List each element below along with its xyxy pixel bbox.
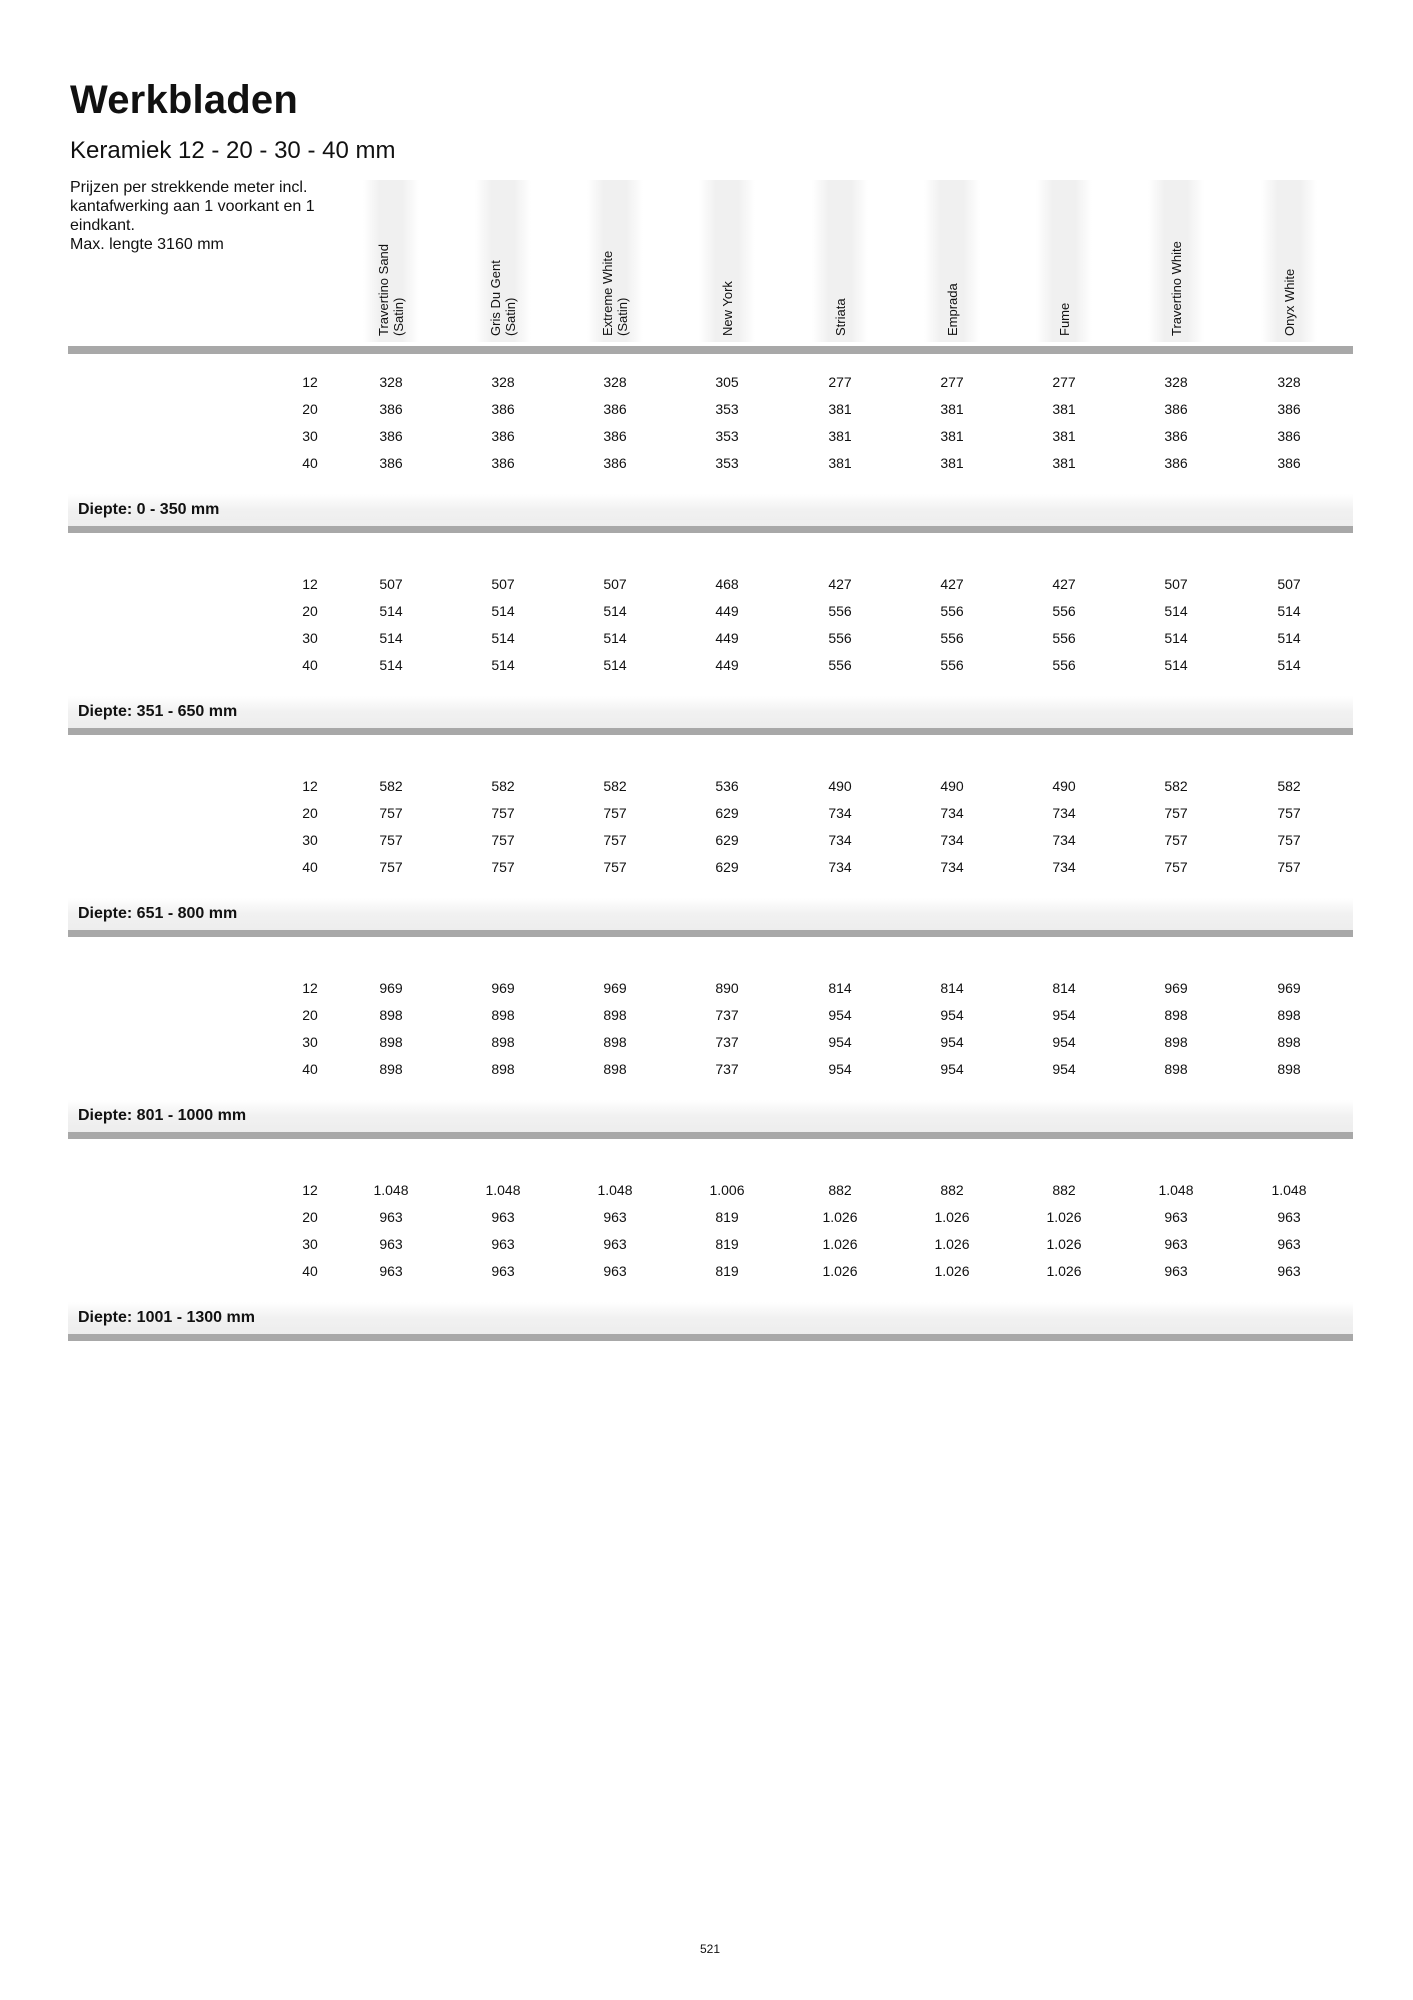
price-cell: 734: [940, 832, 964, 848]
price-cell: 734: [1052, 859, 1076, 875]
price-cell: 737: [715, 1034, 739, 1050]
thickness-cell: 12: [302, 374, 318, 390]
description-line: Prijzen per strekkende meter incl.: [70, 179, 308, 196]
column-header-line: Extreme White: [600, 250, 615, 336]
page-subtitle: Keramiek 12 - 20 - 30 - 40 mm: [70, 137, 396, 164]
price-cell: 814: [1052, 980, 1076, 996]
price-cell: 556: [828, 630, 852, 646]
price-cell: 449: [715, 603, 739, 619]
table-row: [68, 1236, 1353, 1263]
column-header-line: Emprada: [944, 283, 960, 336]
price-cell: 507: [1277, 576, 1301, 592]
thickness-cell: 12: [302, 1182, 318, 1198]
price-cell: 963: [1277, 1263, 1301, 1279]
column-header-line: Onyx White: [1281, 268, 1297, 336]
price-cell: 582: [1164, 778, 1188, 794]
price-cell: 1.026: [934, 1263, 970, 1279]
depth-label: Diepte: 1001 - 1300 mm: [78, 1309, 255, 1326]
table-row: [68, 455, 1353, 482]
price-cell: 734: [1052, 832, 1076, 848]
table-row: [68, 428, 1353, 455]
price-cell: 328: [603, 374, 627, 390]
price-cell: 514: [491, 630, 515, 646]
price-cell: 507: [603, 576, 627, 592]
price-cell: 490: [940, 778, 964, 794]
table-row: [68, 980, 1353, 1007]
thickness-cell: 12: [302, 980, 318, 996]
price-cell: 386: [1164, 428, 1188, 444]
thickness-cell: 20: [302, 805, 318, 821]
depth-section: [68, 972, 1353, 1174]
price-cell: 386: [379, 455, 403, 471]
price-cell: 514: [1164, 657, 1188, 673]
thickness-cell: 30: [302, 428, 318, 444]
thickness-cell: 12: [302, 576, 318, 592]
price-cell: 890: [715, 980, 739, 996]
table-row: [68, 630, 1353, 657]
table-row: [68, 1034, 1353, 1061]
column-header-label: [1282, 269, 1297, 336]
price-cell: 386: [603, 428, 627, 444]
price-cell: 507: [379, 576, 403, 592]
price-cell: 963: [1277, 1209, 1301, 1225]
depth-label: Diepte: 651 - 800 mm: [78, 905, 238, 922]
thickness-cell: 30: [302, 1034, 318, 1050]
thickness-cell: 20: [302, 1209, 318, 1225]
price-cell: 898: [1164, 1007, 1188, 1023]
price-cell: 582: [491, 778, 515, 794]
price-cell: 353: [715, 401, 739, 417]
price-cell: 582: [603, 778, 627, 794]
price-cell: 898: [379, 1007, 403, 1023]
price-cell: 882: [1052, 1182, 1076, 1198]
column-header: [812, 180, 868, 342]
price-cell: 814: [828, 980, 852, 996]
price-cell: 737: [715, 1007, 739, 1023]
price-cell: 1.026: [822, 1209, 858, 1225]
price-cell: 814: [940, 980, 964, 996]
price-cell: 819: [715, 1209, 739, 1225]
column-header-line: Striata: [832, 298, 848, 336]
page-title: Werkbladen: [70, 78, 298, 122]
price-cell: 963: [603, 1209, 627, 1225]
price-cell: 514: [1277, 630, 1301, 646]
price-cell: 898: [379, 1034, 403, 1050]
price-cell: 898: [1277, 1034, 1301, 1050]
price-cell: 757: [491, 805, 515, 821]
thickness-cell: 40: [302, 1263, 318, 1279]
price-cell: 1.026: [1046, 1236, 1082, 1252]
price-cell: 1.048: [597, 1182, 633, 1198]
price-cell: 514: [1277, 603, 1301, 619]
price-cell: 381: [940, 455, 964, 471]
section-divider: [68, 526, 1353, 533]
price-cell: 963: [379, 1209, 403, 1225]
price-cell: 954: [940, 1061, 964, 1077]
price-cell: 757: [379, 805, 403, 821]
table-row: [68, 832, 1353, 859]
price-cell: 757: [379, 859, 403, 875]
price-cell: 468: [715, 576, 739, 592]
price-cell: 969: [1277, 980, 1301, 996]
table-row: [68, 1061, 1353, 1088]
section-divider: [68, 930, 1353, 937]
column-header-line: (Satin): [615, 297, 630, 336]
price-cell: 582: [1277, 778, 1301, 794]
price-cell: 490: [828, 778, 852, 794]
price-cell: 757: [491, 832, 515, 848]
price-cell: 386: [1277, 455, 1301, 471]
table-row: [68, 1263, 1353, 1290]
price-cell: 963: [491, 1236, 515, 1252]
price-cell: 386: [491, 455, 515, 471]
thickness-cell: 12: [302, 778, 318, 794]
depth-section: [68, 1174, 1353, 1376]
column-header-label: [376, 244, 406, 336]
column-header-line: (Satin): [503, 297, 518, 336]
price-cell: 556: [940, 630, 964, 646]
price-cell: 514: [379, 657, 403, 673]
price-cell: 898: [603, 1061, 627, 1077]
price-cell: 898: [379, 1061, 403, 1077]
price-cell: 954: [940, 1007, 964, 1023]
price-cell: 954: [828, 1061, 852, 1077]
price-cell: 386: [1277, 428, 1301, 444]
price-cell: 757: [1277, 859, 1301, 875]
price-cell: 381: [1052, 455, 1076, 471]
price-cell: 898: [1277, 1061, 1301, 1077]
price-cell: 757: [1277, 832, 1301, 848]
column-header: [699, 180, 755, 342]
price-cell: 328: [1277, 374, 1301, 390]
thickness-cell: 20: [302, 1007, 318, 1023]
description-line: Max. lengte 3160 mm: [70, 236, 224, 253]
thickness-cell: 40: [302, 859, 318, 875]
thickness-cell: 30: [302, 832, 318, 848]
price-cell: 490: [1052, 778, 1076, 794]
price-cell: 757: [1164, 859, 1188, 875]
price-cell: 969: [1164, 980, 1188, 996]
table-row: [68, 1182, 1353, 1209]
price-cell: 819: [715, 1263, 739, 1279]
price-cell: 514: [603, 657, 627, 673]
price-cell: 963: [491, 1209, 515, 1225]
depth-label-band: [68, 494, 1353, 526]
depth-label: Diepte: 351 - 650 mm: [78, 703, 238, 720]
price-cell: 556: [828, 603, 852, 619]
price-cell: 556: [940, 603, 964, 619]
price-description: [70, 178, 360, 254]
price-cell: 629: [715, 805, 739, 821]
price-cell: 449: [715, 657, 739, 673]
column-header-line: Travertino White: [1168, 241, 1184, 336]
price-cell: 328: [1164, 374, 1188, 390]
price-cell: 1.006: [709, 1182, 745, 1198]
table-row: [68, 576, 1353, 603]
column-header-label: [1057, 303, 1072, 336]
price-cell: 427: [940, 576, 964, 592]
price-cell: 898: [491, 1034, 515, 1050]
column-header-line: Fume: [1056, 302, 1072, 336]
price-cell: 734: [828, 832, 852, 848]
price-cell: 386: [603, 455, 627, 471]
description-line: eindkant.: [70, 217, 135, 234]
price-cell: 386: [1277, 401, 1301, 417]
depth-label-band: [68, 1100, 1353, 1132]
column-header: [475, 180, 531, 342]
price-cell: 882: [828, 1182, 852, 1198]
price-cell: 514: [491, 657, 515, 673]
price-cell: 1.026: [934, 1236, 970, 1252]
price-cell: 737: [715, 1061, 739, 1077]
price-cell: 514: [1277, 657, 1301, 673]
price-cell: 954: [940, 1034, 964, 1050]
column-header: [363, 180, 419, 342]
price-cell: 556: [1052, 630, 1076, 646]
price-cell: 963: [379, 1263, 403, 1279]
price-cell: 507: [1164, 576, 1188, 592]
price-cell: 386: [491, 428, 515, 444]
column-header: [1036, 180, 1092, 342]
price-cell: 954: [1052, 1061, 1076, 1077]
price-cell: 386: [379, 401, 403, 417]
price-cell: 449: [715, 630, 739, 646]
price-cell: 963: [379, 1236, 403, 1252]
table-row: [68, 1007, 1353, 1034]
column-header: [1148, 180, 1204, 342]
price-cell: 954: [1052, 1007, 1076, 1023]
price-cell: 969: [603, 980, 627, 996]
depth-label-band: [68, 898, 1353, 930]
column-header: [924, 180, 980, 342]
price-cell: 386: [603, 401, 627, 417]
price-cell: 898: [491, 1061, 515, 1077]
price-cell: 969: [491, 980, 515, 996]
price-cell: 882: [940, 1182, 964, 1198]
price-cell: 629: [715, 832, 739, 848]
price-cell: 427: [1052, 576, 1076, 592]
depth-section: [68, 568, 1353, 770]
price-cell: 1.026: [1046, 1209, 1082, 1225]
column-header-line: (Satin): [391, 297, 406, 336]
price-cell: 757: [1164, 805, 1188, 821]
price-cell: 514: [603, 603, 627, 619]
price-cell: 556: [828, 657, 852, 673]
header-divider: [68, 346, 1353, 354]
price-cell: 898: [491, 1007, 515, 1023]
price-cell: 386: [1164, 455, 1188, 471]
section-divider: [68, 728, 1353, 735]
price-cell: 898: [603, 1007, 627, 1023]
column-header-label: [488, 260, 518, 336]
price-cell: 898: [1164, 1061, 1188, 1077]
price-cell: 381: [940, 428, 964, 444]
section-divider: [68, 1334, 1353, 1341]
description-line: kantafwerking aan 1 voorkant en 1: [70, 198, 315, 215]
depth-label-band: [68, 1302, 1353, 1334]
price-cell: 954: [828, 1007, 852, 1023]
price-cell: 757: [379, 832, 403, 848]
price-cell: 353: [715, 455, 739, 471]
price-cell: 734: [828, 859, 852, 875]
depth-section: [68, 366, 1353, 568]
price-cell: 514: [603, 630, 627, 646]
price-cell: 514: [379, 603, 403, 619]
column-header-label: [1169, 241, 1184, 336]
price-cell: 277: [940, 374, 964, 390]
thickness-cell: 40: [302, 657, 318, 673]
price-cell: 963: [1164, 1209, 1188, 1225]
column-header-label: [945, 283, 960, 336]
table-row: [68, 1209, 1353, 1236]
price-cell: 1.026: [822, 1236, 858, 1252]
price-cell: 514: [1164, 603, 1188, 619]
price-cell: 734: [940, 805, 964, 821]
price-cell: 963: [491, 1263, 515, 1279]
table-row: [68, 374, 1353, 401]
price-cell: 1.048: [1158, 1182, 1194, 1198]
depth-section: [68, 770, 1353, 972]
column-header: [587, 180, 643, 342]
price-cell: 582: [379, 778, 403, 794]
table-row: [68, 603, 1353, 630]
price-cell: 328: [491, 374, 515, 390]
price-cell: 556: [1052, 657, 1076, 673]
price-cell: 381: [1052, 428, 1076, 444]
thickness-cell: 40: [302, 1061, 318, 1077]
price-cell: 757: [1164, 832, 1188, 848]
price-cell: 629: [715, 859, 739, 875]
price-cell: 963: [1277, 1236, 1301, 1252]
price-cell: 963: [603, 1236, 627, 1252]
price-cell: 427: [828, 576, 852, 592]
price-cell: 898: [603, 1034, 627, 1050]
price-cell: 1.048: [485, 1182, 521, 1198]
price-cell: 514: [491, 603, 515, 619]
thickness-cell: 30: [302, 1236, 318, 1252]
thickness-cell: 20: [302, 603, 318, 619]
price-cell: 757: [1277, 805, 1301, 821]
price-cell: 898: [1164, 1034, 1188, 1050]
column-header-line: New York: [719, 281, 735, 336]
price-cell: 757: [603, 832, 627, 848]
thickness-cell: 40: [302, 455, 318, 471]
price-cell: 277: [1052, 374, 1076, 390]
price-cell: 386: [491, 401, 515, 417]
price-cell: 819: [715, 1236, 739, 1252]
price-cell: 381: [828, 401, 852, 417]
column-header-label: [720, 281, 735, 336]
price-cell: 386: [1164, 401, 1188, 417]
price-cell: 328: [379, 374, 403, 390]
column-header-label: [600, 251, 630, 336]
price-cell: 1.026: [1046, 1263, 1082, 1279]
table-row: [68, 657, 1353, 684]
price-cell: 963: [1164, 1236, 1188, 1252]
price-cell: 734: [940, 859, 964, 875]
thickness-cell: 20: [302, 401, 318, 417]
price-cell: 507: [491, 576, 515, 592]
depth-label: Diepte: 0 - 350 mm: [78, 501, 220, 518]
price-cell: 954: [828, 1034, 852, 1050]
price-cell: 757: [603, 805, 627, 821]
section-divider: [68, 1132, 1353, 1139]
depth-label: Diepte: 801 - 1000 mm: [78, 1107, 247, 1124]
table-row: [68, 401, 1353, 428]
price-cell: 734: [828, 805, 852, 821]
table-row: [68, 778, 1353, 805]
price-cell: 757: [491, 859, 515, 875]
price-cell: 1.026: [822, 1263, 858, 1279]
thickness-cell: 30: [302, 630, 318, 646]
price-cell: 734: [1052, 805, 1076, 821]
price-cell: 381: [1052, 401, 1076, 417]
price-cell: 353: [715, 428, 739, 444]
price-cell: 536: [715, 778, 739, 794]
table-row: [68, 805, 1353, 832]
table-row: [68, 859, 1353, 886]
price-cell: 305: [715, 374, 739, 390]
price-cell: 386: [379, 428, 403, 444]
price-cell: 514: [379, 630, 403, 646]
column-header-label: [833, 298, 848, 336]
price-cell: 969: [379, 980, 403, 996]
column-header: [1261, 180, 1317, 342]
price-cell: 1.048: [1271, 1182, 1307, 1198]
price-cell: 963: [603, 1263, 627, 1279]
price-cell: 277: [828, 374, 852, 390]
price-cell: 898: [1277, 1007, 1301, 1023]
price-cell: 556: [1052, 603, 1076, 619]
price-cell: 556: [940, 657, 964, 673]
price-cell: 1.048: [373, 1182, 409, 1198]
price-cell: 514: [1164, 630, 1188, 646]
price-cell: 954: [1052, 1034, 1076, 1050]
price-cell: 963: [1164, 1263, 1188, 1279]
price-cell: 381: [828, 455, 852, 471]
column-header-line: Travertino Sand: [376, 243, 391, 336]
price-cell: 381: [828, 428, 852, 444]
price-cell: 381: [940, 401, 964, 417]
page-number: 521: [699, 1942, 721, 1956]
column-header-line: Gris Du Gent: [488, 260, 503, 336]
price-cell: 1.026: [934, 1209, 970, 1225]
depth-label-band: [68, 696, 1353, 728]
price-cell: 757: [603, 859, 627, 875]
